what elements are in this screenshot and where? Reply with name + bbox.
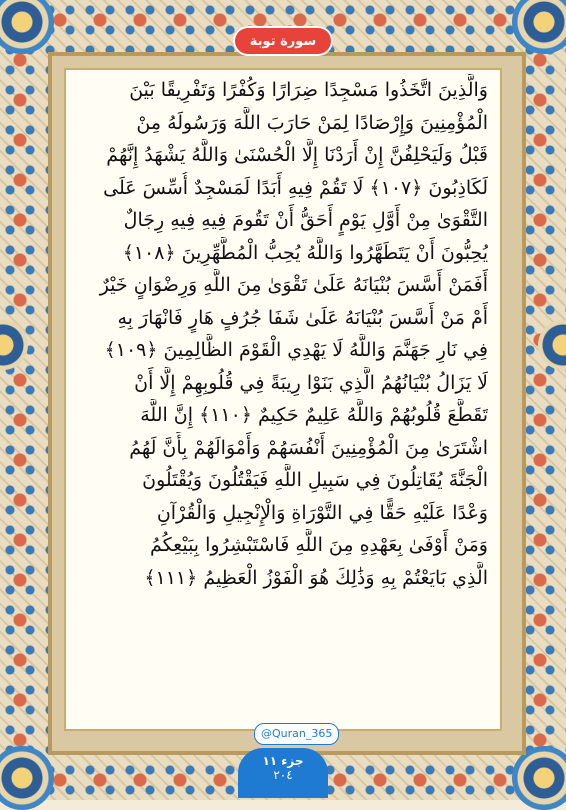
page-footer-badge <box>238 748 328 798</box>
surah-title: سورة توبة <box>249 33 317 49</box>
verse-line: لَا يَزَالُ بُنْيَانُهُمُ الَّذِي بَنَوْا رِيبَةً فِي قُلُوبِهِمْ إِلَّا أَنْ <box>134 371 488 394</box>
verse-line: الْمُؤْمِنِينَ وَإِرْصَادًا لِمَنْ حَارَبَ اللَّهَ وَرَسُولَهُ مِنْ <box>136 111 488 134</box>
verse-line: أَفَمَنْ أَسَّسَ بُنْيَانَهُ عَلَىٰ تَقْوَىٰ مِنَ اللَّهِ وَرِضْوَانٍ خَيْرٌ <box>99 274 488 296</box>
page-number: ٢٠٤ <box>273 768 293 782</box>
handle-text: @Quran_365 <box>261 727 333 740</box>
channel-handle[interactable] <box>254 723 339 745</box>
verse-line: فِي نَارِ جَهَنَّمَ وَاللَّهُ لَا يَهْدِي الْقَوْمَ الظَّالِمِينَ ﴿١٠٩﴾ <box>104 339 488 361</box>
verse-line: يُحِبُّونَ أَنْ يَتَطَهَّرُوا وَاللَّهُ يُحِبُّ الْمُطَّهِّرِينَ ﴿١٠٨﴾ <box>122 241 488 264</box>
verse-line: وَعْدًا عَلَيْهِ حَقًّا فِي التَّوْرَاةِ وَالْإِنْجِيلِ وَالْقُرْآنِ <box>156 501 488 524</box>
verse-line: قَبْلُ وَلَيَحْلِفُنَّ إِنْ أَرَدْنَا إِلَّا الْحُسْنَىٰ وَاللَّهُ يَشْهَدُ إِنَّهُمْ <box>106 144 488 166</box>
verse-line: اشْتَرَىٰ مِنَ الْمُؤْمِنِينَ أَنْفُسَهُمْ وَأَمْوَالَهُمْ بِأَنَّ لَهُمُ <box>129 436 488 459</box>
verse-line: لَكَاذِبُونَ ﴿١٠٧﴾ لَا تَقُمْ فِيهِ أَبَدًا لَمَسْجِدٌ أُسِّسَ عَلَى <box>103 176 488 199</box>
verses-text <box>76 74 488 724</box>
verse-line: تَقَطَّعَ قُلُوبُهُمْ وَاللَّهُ عَلِيمٌ حَكِيمٌ ﴿١١٠﴾ إِنَّ اللَّهَ <box>140 404 488 426</box>
surah-title-badge <box>233 26 333 56</box>
juz-label: جزء ١١ <box>262 754 304 768</box>
verse-line: الَّذِي بَايَعْتُمْ بِهِ وَذَٰلِكَ هُوَ الْفَوْزُ الْعَظِيمُ ﴿١١١﴾ <box>144 566 488 589</box>
verse-line: الْجَنَّةَ يُقَاتِلُونَ فِي سَبِيلِ اللَّهِ فَيَقْتُلُونَ وَيُقْتَلُونَ <box>142 469 488 491</box>
verse-line: التَّقْوَىٰ مِنْ أَوَّلِ يَوْمٍ أَحَقُّ أَنْ تَقُومَ فِيهِ فِيهِ رِجَالٌ <box>123 209 488 231</box>
verse-line: وَالَّذِينَ اتَّخَذُوا مَسْجِدًا ضِرَارًا وَكُفْرًا وَتَفْرِيقًا بَيْنَ <box>129 79 488 101</box>
verse-line: أَمْ مَنْ أَسَّسَ بُنْيَانَهُ عَلَىٰ شَفَا جُرُفٍ هَارٍ فَانْهَارَ بِهِ <box>117 306 488 329</box>
corner-medallion-icon <box>512 746 566 810</box>
verse-line: وَمَنْ أَوْفَىٰ بِعَهْدِهِ مِنَ اللَّهِ فَاسْتَبْشِرُوا بِبَيْعِكُمُ <box>150 534 488 556</box>
